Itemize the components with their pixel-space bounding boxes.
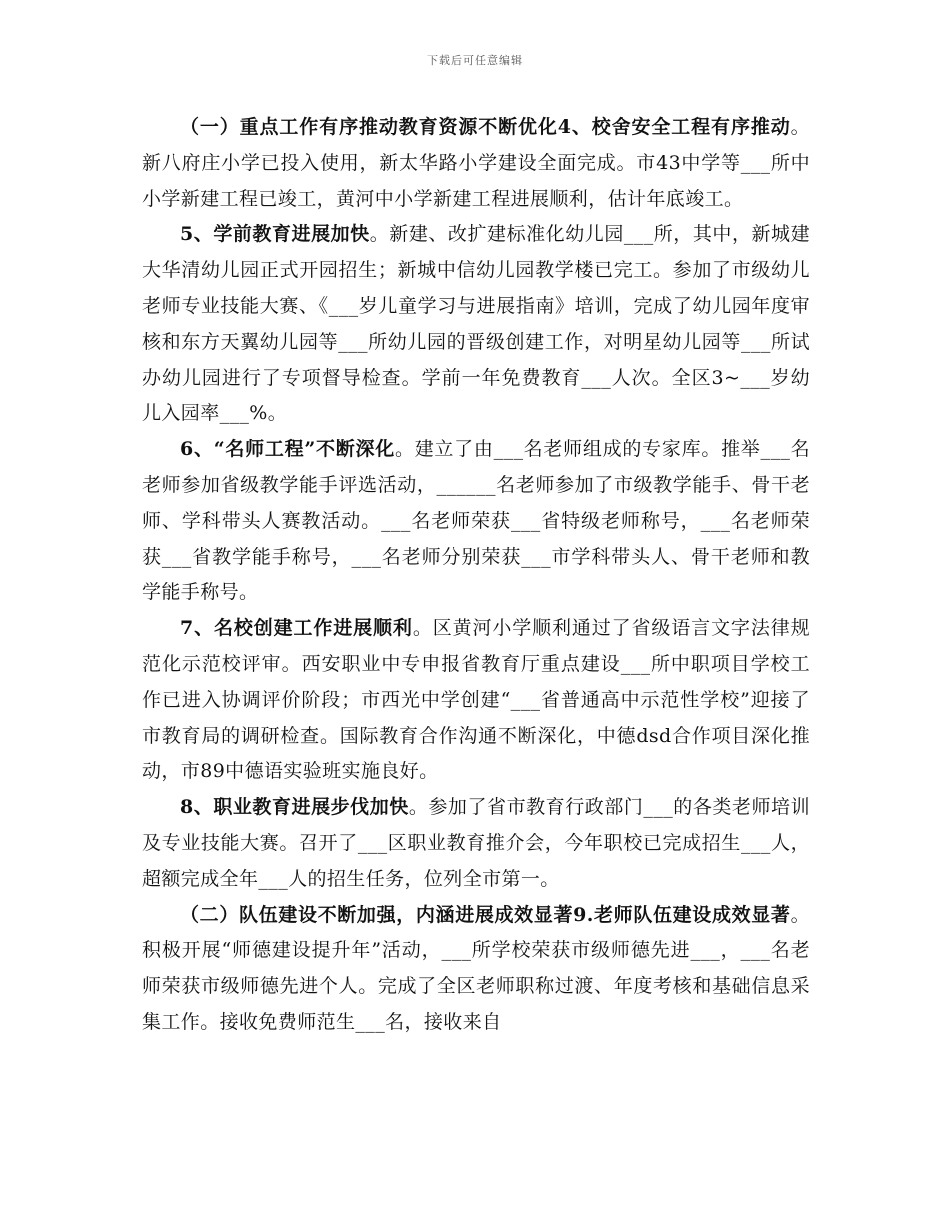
paragraph-1-heading: （一）重点工作有序推动教育资源不断优化4、校舍安全工程有序推动 — [180, 116, 791, 138]
paragraph-6-heading: （二）队伍建设不断加强，内涵进展成效显著9.老师队伍建设成效显著 — [180, 903, 791, 926]
paragraph-3 — [142, 432, 810, 611]
paragraph-6-text: 。积极开展“师德建设提升年”活动，___所学校荣获市级师德先进___，___名老师荣获市级师德先进个人。完成了全区老师职称过渡、年度考核和基础信息采集工作。接收免费师范生___名，接收来自 — [142, 903, 810, 1033]
paragraph-5-heading: 8、职业教育进展步伐加快 — [180, 796, 409, 819]
paragraph-5-text: 。参加了省市教育行政部门___的各类老师培训及专业技能大赛。召开了___区职业教育推介会，今年职校已完成招生___人，超额完成全年___人的招生任务，位列全市第一。 — [142, 796, 810, 890]
paragraph-2-text: 。新建、改扩建标准化幼儿园___所，其中，新城建大华清幼儿园正式开园招生；新城中信幼儿园教学楼已完工。参加了市级幼儿老师专业技能大赛、《___岁儿童学习与进展指南》培训，完成了幼儿园年度审核和东方天翼幼儿园等___所幼儿园的晋级创建工作，对明星幼儿园等___所试办幼儿园进行了专项督导检查。学前一年免费教育___人次。全区3~___岁幼儿入园率___%。 — [142, 223, 810, 425]
paragraph-6 — [142, 898, 810, 1041]
paragraph-3-heading: 6、“名师工程”不断深化 — [180, 438, 395, 461]
page-header: 下载后可任意编辑 — [427, 54, 523, 67]
paragraph-1 — [142, 110, 810, 217]
paragraph-4-text: 。区黄河小学顺利通过了省级语言文字法律规范化示范校评审。西安职业中专申报省教育厅重点建设___所中职项目学校工作已进入协调评价阶段；市西光中学创建“___省普通高中示范性学校”迎接了市教育局的调研检查。国际教育合作沟通不断深化，中德dsd合作项目深化推动，市89中德语实验班实施良好。 — [142, 617, 810, 783]
paragraph-3-text: 。建立了由___名老师组成的专家库。推举___名老师参加省级教学能手评选活动，______名老师参加了市级教学能手、骨干老师、学科带头人赛教活动。___名老师荣获___省特级老师称号，___名老师荣获___省教学能手称号，___名老师分别荣获___市学科带头人、骨干老师和教学能手称号。 — [142, 438, 810, 604]
paragraph-2 — [142, 217, 810, 432]
paragraph-2-heading: 5、学前教育进展加快 — [180, 223, 370, 246]
paragraph-1-text: 。新八府庄小学已投入使用，新太华路小学建设全面完成。市43中学等___所中小学新建工程已竣工，黄河中小学新建工程进展顺利，估计年底竣工。 — [142, 116, 810, 210]
paragraph-4 — [142, 611, 810, 790]
paragraph-4-heading: 7、名校创建工作进展顺利 — [180, 617, 413, 640]
paragraph-5 — [142, 790, 810, 897]
document-body — [142, 110, 810, 1041]
